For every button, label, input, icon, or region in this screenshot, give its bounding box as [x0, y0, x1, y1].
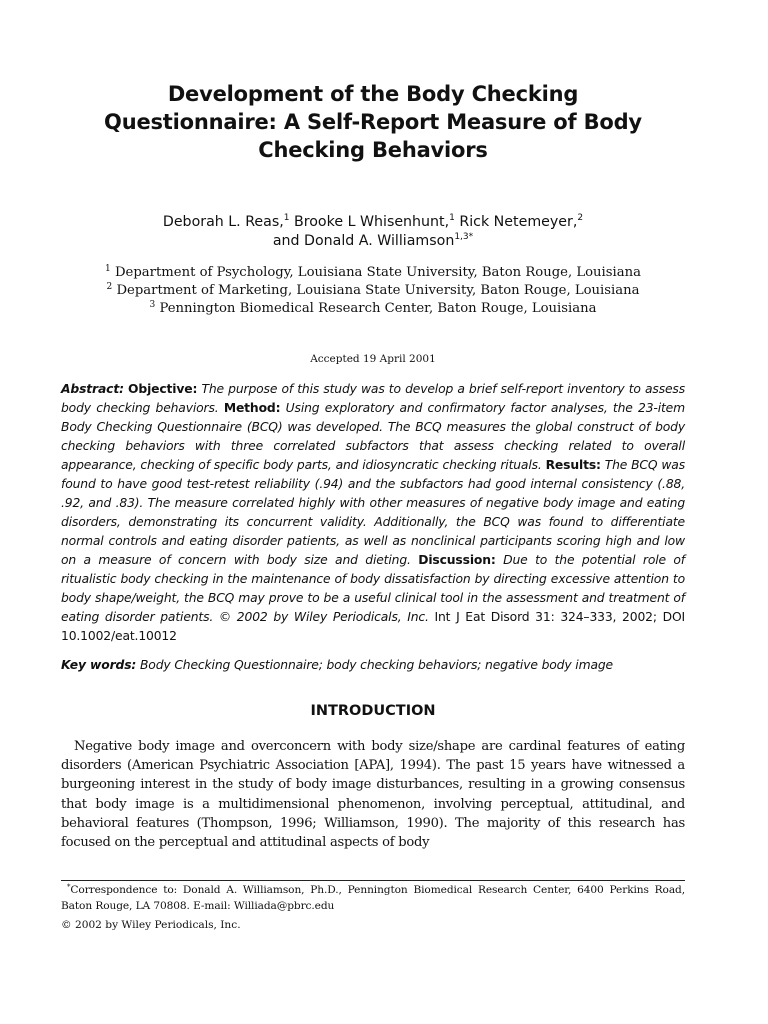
author-affiliation-mark: 1: [283, 213, 290, 223]
paper-page: [61, 0, 685, 1024]
abstract-label: Abstract:: [61, 382, 124, 396]
title-line: Questionnaire: A Self-Report Measure of Body: [104, 110, 642, 134]
affiliation: [61, 264, 685, 282]
paper-title: [61, 80, 685, 164]
author-affiliation-mark: 2: [577, 213, 584, 223]
author-line: [61, 232, 685, 251]
copyright-notice: © 2002 by Wiley Periodicals, Inc.: [61, 919, 241, 931]
objective-text: The purpose of this study was to develop a brief self-report inventory to assess body checking behaviors.: [61, 382, 685, 415]
introduction-paragraph: Negative body image and overconcern with body size/shape are cardinal features of eating disorders (American Psychiatric Association [APA], 1994). The past 15 years have witnessed a burgeoning interest in the study of body image disturbances, resulting in a growing consensus that body image is a multidimensional phenomenon, involving perceptual, attitudinal, and behavioral features (Thompson, 1996; Williamson, 1990). The majority of this research has focused on the perceptual and attitudinal aspects of body: [61, 739, 685, 851]
citation-text: Int J Eat Disord 31: 324–333, 2002; DOI 10.1002/eat.10012: [61, 610, 685, 643]
author-name: Brooke L Whisenhunt,: [294, 214, 450, 230]
affiliation-mark: 2: [106, 282, 113, 292]
footnote-divider: [61, 880, 685, 881]
keywords-label: Key words:: [61, 658, 137, 672]
results-label: Results:: [545, 458, 601, 472]
affiliation-mark: 1: [105, 264, 111, 274]
method-text: Using exploratory and confirmatory factor analyses, the 23-item Body Checking Questionnaire (BCQ) was developed. The BCQ measures the global construct of body checking behaviors with three correlated subfactors that assess checking related to overall appearance, checking of specific body parts, and idiosyncratic checking rituals.: [61, 401, 685, 472]
affiliation-text: Department of Marketing, Louisiana State University, Baton Rouge, Louisiana: [116, 283, 640, 298]
correspondence-footnote: [61, 882, 685, 914]
footnote-mark: *: [67, 883, 71, 891]
affiliation-list: [61, 264, 685, 318]
section-heading-introduction: INTRODUCTION: [310, 703, 436, 719]
affiliation: [61, 282, 685, 300]
author-line: [61, 213, 685, 232]
author-name: Rick Netemeyer,: [459, 214, 578, 230]
affiliation-text: Department of Psychology, Louisiana State University, Baton Rouge, Louisiana: [114, 265, 641, 280]
discussion-text: Due to the potential role of ritualistic body checking in the maintenance of body dissatisfaction by directing excessive attention to body shape/weight, the BCQ may prove to be a useful clinical tool in the assessment and treatment of eating disorder patients. © 2002 by Wiley Periodicals, Inc.: [61, 553, 686, 624]
abstract: [61, 380, 685, 646]
discussion-label: Discussion:: [418, 553, 496, 567]
author-list: [61, 213, 685, 251]
title-line: Development of the Body Checking: [167, 82, 579, 106]
author-affiliation-mark: 1: [449, 213, 455, 223]
affiliation-mark: 3: [149, 300, 156, 310]
author-name: and Donald A. Williamson: [272, 233, 455, 249]
affiliation-text: Pennington Biomedical Research Center, Baton Rouge, Louisiana: [159, 301, 597, 316]
author-affiliation-mark: 1,3*: [454, 232, 474, 242]
footnote-text: Correspondence to: Donald A. Williamson, Ph.D., Pennington Biomedical Research Center, 6400 Perkins Road, Baton Rouge, LA 70808. E-mail: Williada@pbrc.edu: [61, 884, 685, 912]
title-line: Checking Behaviors: [258, 138, 488, 162]
affiliation: [61, 300, 685, 318]
keywords: [61, 656, 685, 675]
results-text: The BCQ was found to have good test-retest reliability (.94) and the subfactors had good internal consistency (.88, .92, and .83). The measure correlated highly with other measures of negative body image and eating disorders, demonstrating its concurrent validity. Additionally, the BCQ was found to differentiate normal controls and eating disorder patients, as well as nonclinical participants scoring high and low on a measure of concern with body size and dieting.: [61, 458, 685, 567]
author-name: Deborah L. Reas,: [162, 214, 284, 230]
objective-label: Objective:: [128, 382, 198, 396]
method-label: Method:: [223, 401, 281, 415]
keywords-text: Body Checking Questionnaire; body checking behaviors; negative body image: [139, 658, 613, 672]
accepted-date: Accepted 19 April 2001: [310, 353, 436, 365]
